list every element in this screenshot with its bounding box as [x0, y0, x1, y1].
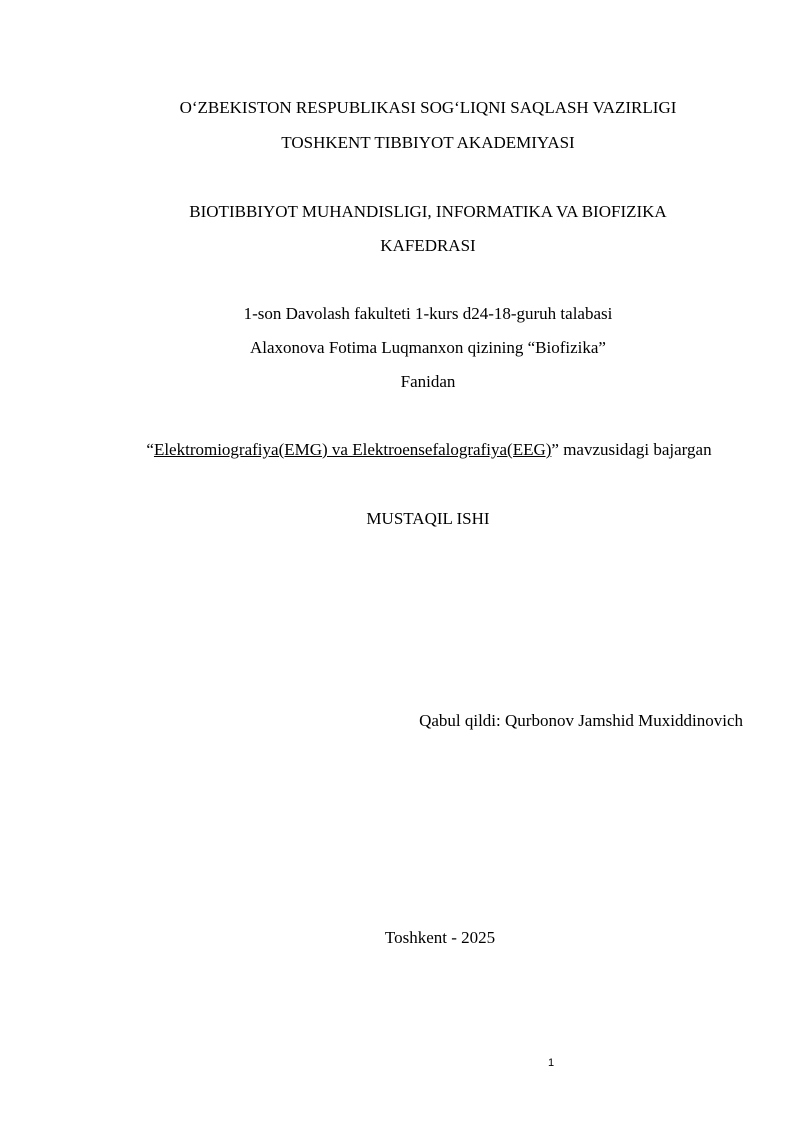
reviewer-line: Qabul qildi: Qurbonov Jamshid Muxiddinovich	[419, 711, 743, 730]
academy-name: TOSHKENT TIBBIYOT AKADEMIYASI	[281, 133, 575, 152]
topic-line	[0, 440, 800, 460]
ministry-name: O‘ZBEKISTON RESPUBLIKASI SOG‘LIQNI SAQLASH VAZIRLIGI	[179, 98, 677, 117]
department-name-line1: BIOTIBBIYOT MUHANDISLIGI, INFORMATIKA VA BIOFIZIKA	[189, 202, 667, 221]
topic-suffix: ” mavzusidagi bajargan	[551, 440, 712, 459]
department-name-line2: KAFEDRASI	[380, 236, 476, 255]
subject-line: Fanidan	[400, 372, 456, 391]
student-info-line1: 1-son Davolash fakulteti 1-kurs d24-18-guruh talabasi	[243, 304, 613, 323]
page-number: 1	[548, 1057, 555, 1069]
topic-title: Elektromiografiya(EMG) va Elektroensefalografiya(EEG)	[153, 440, 552, 459]
work-type: MUSTAQIL ISHI	[366, 509, 490, 528]
student-info-line2: Alaxonova Fotima Luqmanxon qizining “Biofizika”	[250, 338, 606, 357]
city-year: Toshkent - 2025	[384, 928, 496, 947]
topic-open-quote: “	[146, 440, 154, 459]
